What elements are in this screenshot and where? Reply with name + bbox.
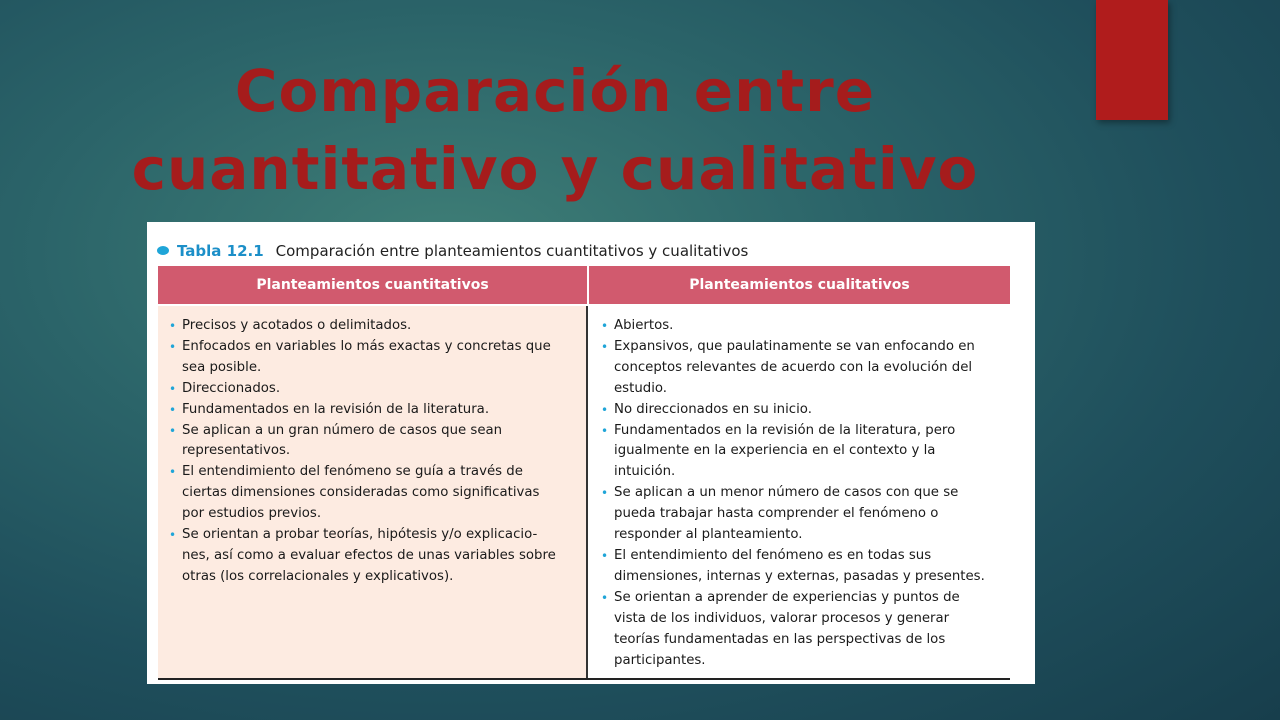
header-qualitative: Planteamientos cualitativos [589, 266, 1010, 304]
table-header-row [158, 266, 1010, 304]
qualitative-item-line: teorías fundamentadas en las perspectivas de los [614, 631, 946, 647]
quantitative-item-line: sea posible. [182, 359, 262, 375]
qualitative-item-line: pueda trabajar hasta comprender el fenómeno o [614, 506, 939, 522]
quantitative-item-line: • Direccionados. [182, 380, 281, 396]
quantitative-item-line: nes, así como a evaluar efectos de unas variables sobre [182, 547, 556, 563]
comparison-table-image [147, 222, 1035, 684]
table-bottom-rule [158, 678, 1010, 680]
qualitative-item-line: conceptos relevantes de acuerdo con la evolución del [614, 359, 973, 375]
qualitative-item [614, 421, 1002, 484]
qualitative-item [614, 588, 1002, 672]
qualitative-item-line: responder al planteamiento. [614, 527, 803, 543]
table-caption-text: Comparación entre planteamientos cuantitativos y cualitativos [275, 242, 749, 260]
caption-bullet-icon [157, 246, 169, 255]
quantitative-item-line: • Se orientan a probar teorías, hipótesis y/o explicacio- [182, 527, 538, 543]
qualitative-item-line: igualmente en la experiencia en el contexto y la [614, 443, 936, 459]
quantitative-item-line: • El entendimiento del fenómeno se guía a través de [182, 464, 523, 480]
qualitative-item-line: • Expansivos, que paulatinamente se van enfocando en [614, 338, 975, 354]
qualitative-item-line: • El entendimiento del fenómeno es en todas sus [614, 547, 932, 563]
quantitative-item [182, 462, 578, 525]
slide-title-line-1: Comparación entre [234, 57, 876, 125]
quantitative-column [158, 306, 588, 678]
qualitative-item-line: dimensiones, internas y externas, pasadas y presentes. [614, 568, 985, 584]
quantitative-item [182, 421, 578, 463]
qualitative-item [614, 400, 1002, 421]
qualitative-list [590, 306, 1010, 671]
header-quantitative: Planteamientos cuantitativos [158, 266, 589, 304]
quantitative-item-line: • Fundamentados en la revisión de la literatura. [182, 401, 490, 417]
qualitative-item-line: intuición. [614, 464, 676, 480]
qualitative-item [614, 546, 1002, 588]
quantitative-item-line: representativos. [182, 443, 291, 459]
quantitative-item [182, 400, 578, 421]
quantitative-item [182, 337, 578, 379]
quantitative-item-line: • Se aplican a un gran número de casos que sean [182, 422, 503, 438]
table-caption-label: Tabla 12.1 [177, 242, 264, 260]
qualitative-item-line: vista de los individuos, valorar procesos y generar [614, 610, 950, 626]
qualitative-item-line: • Abiertos. [614, 318, 674, 333]
quantitative-list [158, 306, 586, 588]
qualitative-item-line: participantes. [614, 652, 706, 668]
quantitative-item-line: por estudios previos. [182, 506, 322, 522]
qualitative-item [614, 483, 1002, 546]
quantitative-item-line: • Precisos y acotados o delimitados. [182, 318, 412, 333]
qualitative-item-line: • No direccionados en su inicio. [614, 401, 812, 417]
quantitative-item [182, 316, 578, 337]
table-caption [157, 242, 748, 260]
quantitative-item-line: • Enfocados en variables lo más exactas y concretas que [182, 338, 551, 354]
accent-bar [1096, 0, 1168, 120]
qualitative-item [614, 337, 1002, 400]
qualitative-item [614, 316, 1002, 337]
qualitative-item-line: • Fundamentados en la revisión de la literatura, pero [614, 422, 956, 438]
quantitative-item-line: otras (los correlacionales y explicativos). [182, 568, 454, 584]
quantitative-item [182, 379, 578, 400]
qualitative-item-line: • Se aplican a un menor número de casos con que se [614, 485, 959, 501]
slide-title [130, 52, 980, 208]
quantitative-item-line: ciertas dimensiones consideradas como significativas [182, 485, 540, 501]
quantitative-item [182, 525, 578, 588]
slide-title-line-2: cuantitativo y cualitativo [131, 135, 979, 203]
qualitative-item-line: estudio. [614, 380, 668, 396]
qualitative-item-line: • Se orientan a aprender de experiencias y puntos de [614, 589, 960, 605]
qualitative-column [590, 306, 1010, 678]
